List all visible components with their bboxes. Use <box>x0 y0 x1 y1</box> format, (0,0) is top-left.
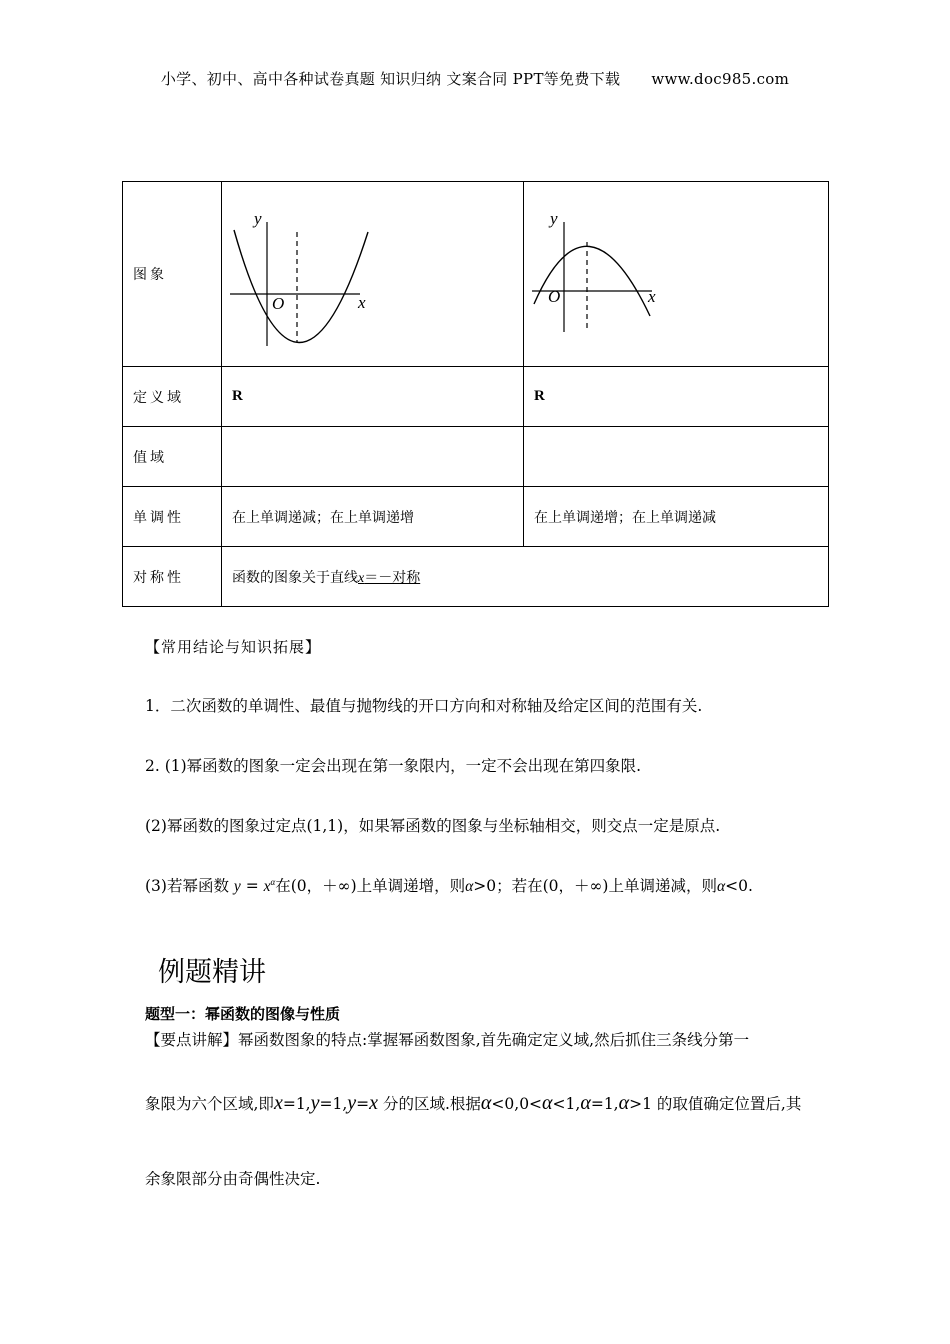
key-point-line-1: 【要点讲解】幂函数图象的特点:掌握幂函数图象,首先确定定义域,然后抓住三条线分第一 <box>145 1031 750 1049</box>
origin-label: O <box>272 294 285 313</box>
example-heading: 例题精讲 <box>158 957 266 988</box>
table-row <box>123 182 829 367</box>
conclusion-2: 2. (1)幂函数的图象一定会出现在第一象限内，一定不会出现在第四象限. <box>145 757 642 775</box>
conclusion-3: (2)幂函数的图象过定点(1,1)，如果幂函数的图象与坐标轴相交，则交点一定是原点. <box>145 817 721 835</box>
header-text: 小学、初中、高中各种试卷真题 知识归纳 文案合同 PPT等免费下载 <box>160 70 621 88</box>
row-label-range: 值域 <box>123 427 222 487</box>
table-row <box>123 487 829 547</box>
row-label-graph: 图象 <box>123 182 222 367</box>
graph-upward-parabola <box>222 182 524 367</box>
symmetry-cell: 函数的图象关于直线x＝－对称 <box>222 547 829 607</box>
conclusion-4: (3)若幂函数 $y = x^\alpha$在(0，＋∞)上单调递增，则α>0；若在(0，＋∞)上单调递减，则α<0. <box>145 876 753 895</box>
header-url[interactable]: www.doc985.com <box>651 70 790 88</box>
table-row <box>123 367 829 427</box>
x-axis-label: x <box>648 287 656 306</box>
quadratic-properties-table <box>122 181 829 607</box>
x-axis-label: x <box>358 293 366 312</box>
graph-downward-parabola <box>524 182 829 367</box>
origin-label: O <box>548 287 561 306</box>
row-label-domain: 定义域 <box>123 367 222 427</box>
row-label-symmetry: 对称性 <box>123 547 222 607</box>
range-left <box>222 427 524 487</box>
table-row <box>123 547 829 607</box>
domain-left: R <box>222 367 524 427</box>
y-axis-label: y <box>254 209 262 228</box>
row-label-monotonic: 单调性 <box>123 487 222 547</box>
monotonic-right: 在上单调递增；在上单调递减 <box>524 487 829 547</box>
y-axis-label: y <box>550 209 558 228</box>
monotonic-left: 在上单调递减；在上单调递增 <box>222 487 524 547</box>
conclusion-1: 1．二次函数的单调性、最值与抛物线的开口方向和对称轴及给定区间的范围有关. <box>145 697 703 715</box>
key-point-line-3: 余象限部分由奇偶性决定. <box>145 1170 321 1188</box>
page-header <box>0 68 950 89</box>
table-row <box>123 427 829 487</box>
section-title: 【常用结论与知识拓展】 <box>145 638 322 656</box>
type-title: 题型一：幂函数的图像与性质 <box>145 1005 341 1023</box>
domain-right: R <box>524 367 829 427</box>
key-point-line-2: 象限为六个区域,即x=1,y=1,y=x 分的区域.根据α<0,0<α<1,α=1,α>1 的取值确定位置后,其 <box>145 1092 802 1114</box>
range-right <box>524 427 829 487</box>
